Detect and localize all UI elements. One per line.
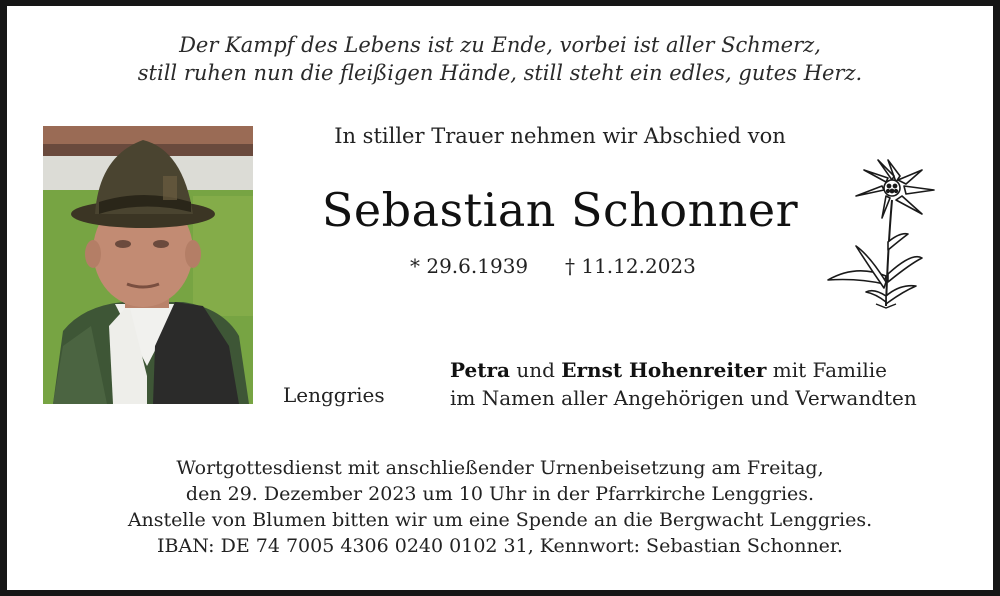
deceased-name: Sebastian Schonner [321, 183, 799, 237]
place-name: Lenggries [283, 383, 385, 407]
mourners-line-2: im Namen aller Angehörigen und Verwandten [450, 386, 917, 410]
birth-date: * 29.6.1939 [410, 254, 529, 278]
intro-text: In stiller Trauer nehmen wir Abschied von [334, 124, 786, 148]
service-line-1: Wortgottesdienst mit anschließender Urnenbeisetzung am Freitag, [176, 457, 824, 479]
death-date: † 11.12.2023 [565, 254, 696, 278]
verse-line-2: still ruhen nun die fleißigen Hände, still steht ein edles, gutes Herz. [137, 61, 863, 85]
service-line-2: den 29. Dezember 2023 um 10 Uhr in der Pfarrkirche Lenggries. [185, 483, 815, 505]
mourners-line-1 [450, 356, 917, 384]
mourner-first-name: Petra [450, 358, 510, 382]
verse-line-1: Der Kampf des Lebens ist zu Ende, vorbei ist aller Schmerz, [179, 33, 821, 57]
service-line-4: IBAN: DE 74 7005 4306 0240 0102 31, Kennwort: Sebastian Schonner. [157, 535, 843, 557]
service-details [0, 455, 1000, 559]
portrait-photo [43, 126, 253, 404]
mourners-connector: und [509, 358, 562, 382]
verse [0, 31, 1000, 87]
service-line-3: Anstelle von Blumen bitten wir um eine Spende an die Bergwacht Lenggries. [127, 509, 873, 531]
mourners-suffix: mit Familie [766, 358, 887, 382]
mourner-second-name: Ernst Hohenreiter [561, 358, 767, 382]
edelweiss-icon [826, 156, 938, 316]
mourners [450, 356, 917, 412]
